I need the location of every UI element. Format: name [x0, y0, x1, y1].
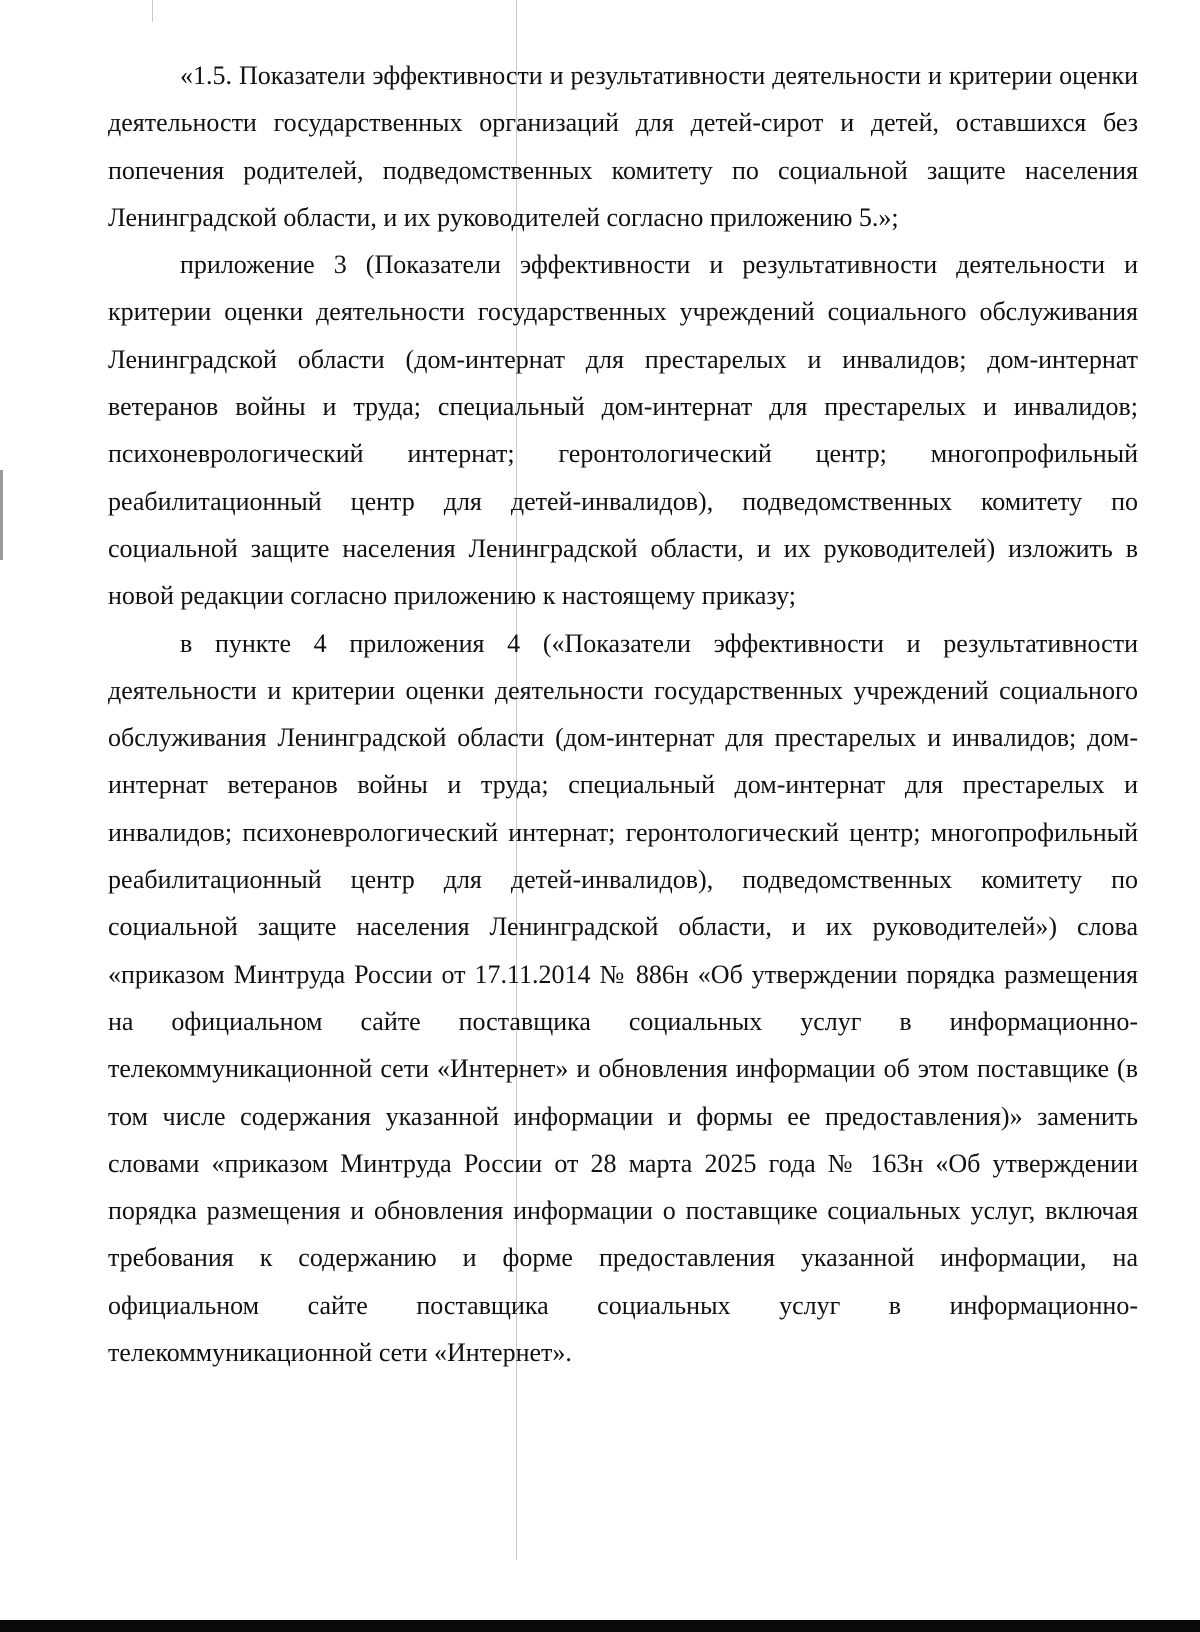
paragraph-appendix-4-item-4: в пункте 4 приложения 4 («Показатели эффективности и результативности деятельности и критерии оценки деятельности государственных учреждений социального обслуживания Ленинградской области (дом-интернат для престарелых и инвалидов; дом-интернат ветеранов войны и труда; специальный дом-интернат для престарелых и инвалидов; психоневрологический интернат; геронтологический центр; многопрофильный реабилитационный центр для детей-инвалидов), подведомственных комитету по социальной защите населения Ленинградской области, и их руководителей») слова «приказом Минтруда России от 17.11.2014 № 886н «Об утверждении порядка размещения на официальном сайте поставщика социальных услуг в информационно-телекоммуникационной сети «Интернет» и обновления информации об этом поставщике (в том числе содержания указанной информации и формы ее предоставления)» заменить словами «приказом Минтруда России от 28 марта 2025 года № 163н «Об утверждении порядка размещения и обновления информации о поставщике социальных услуг, включая требования к содержанию и форме предоставления указанной информации, на официальном сайте поставщика социальных услуг в информационно-телекоммуникационной сети «Интернет».: [108, 628, 1138, 1368]
document-body: [108, 52, 1138, 1376]
scan-bottom-border: [0, 1620, 1200, 1632]
scan-edge-line: [152, 0, 153, 22]
paragraph-1-5-indicators: «1.5. Показатели эффективности и результативности деятельности и критерии оценки деятельности государственных организаций для детей-сирот и детей, оставшихся без попечения родителей, подведомственных комитету по социальной защите населения Ленинградской области, и их руководителей согласно приложению 5.»;: [108, 61, 1138, 232]
paragraph-appendix-3: приложение 3 (Показатели эффективности и результативности деятельности и критерии оценки деятельности государственных учреждений социального обслуживания Ленинградской области (дом-интернат для престарелых и инвалидов; дом-интернат ветеранов войны и труда; специальный дом-интернат для престарелых и инвалидов; психоневрологический интернат; геронтологический центр; многопрофильный реабилитационный центр для детей-инвалидов), подведомственных комитету по социальной защите населения Ленинградской области, и их руководителей) изложить в новой редакции согласно приложению к настоящему приказу;: [108, 250, 1138, 611]
scan-margin-mark: [0, 470, 3, 560]
